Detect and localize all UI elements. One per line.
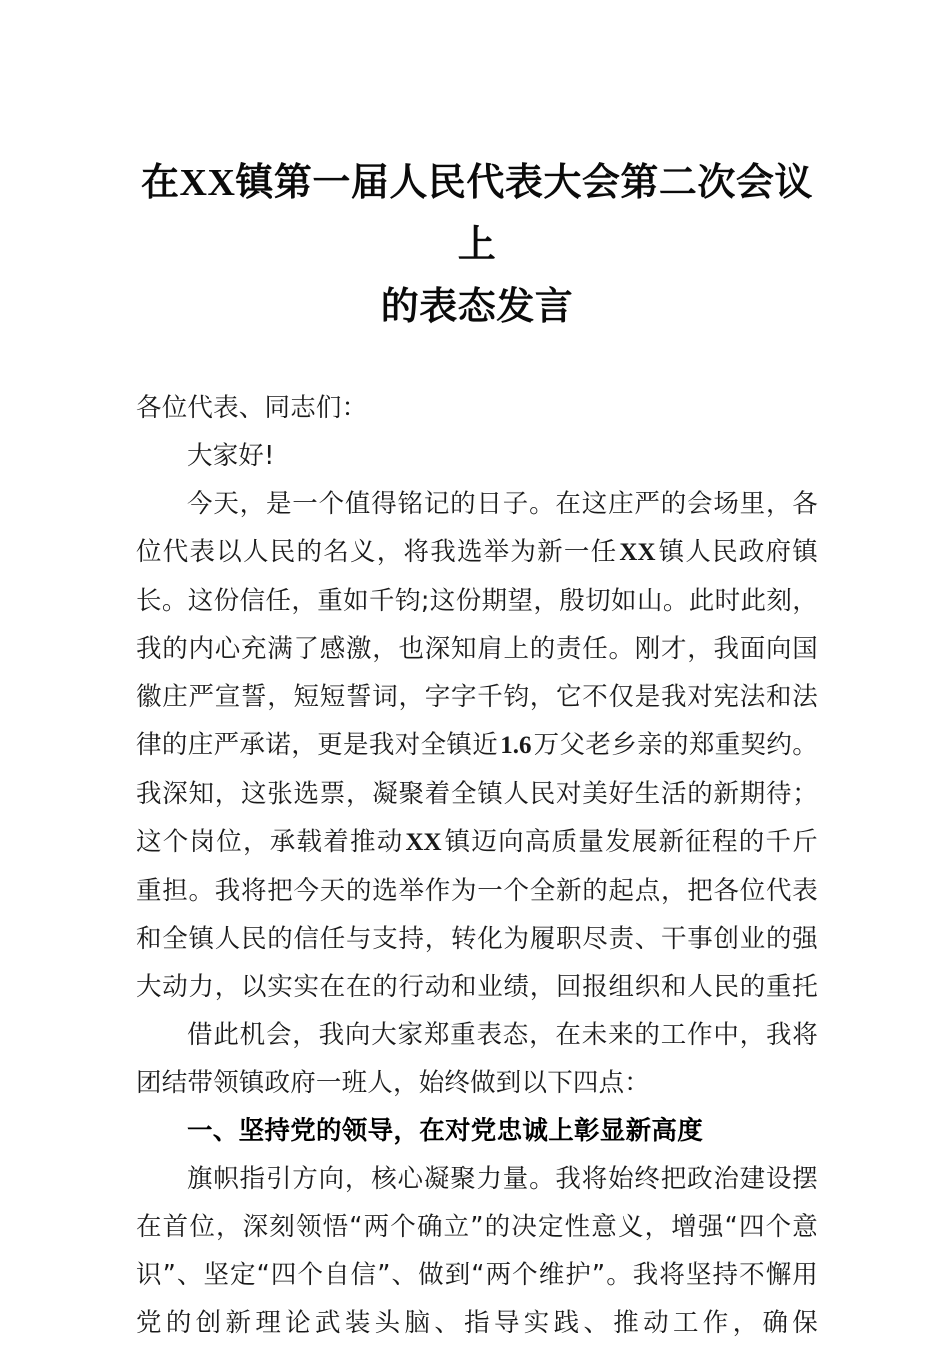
- section-body-1: 旗帜指引方向，核心凝聚力量。我将始终把政治建设摆在首位，深刻领悟“两个确立”的决定性意义，增强“四个意识”、坚定“四个自信”、做到“两个维护”。我将坚持不懈用党的创新理论武装头脑、指导实践、推动工作，确保: [136, 1164, 818, 1338]
- greeting: 大家好!: [187, 441, 275, 471]
- inline-emphasis: 1.6: [500, 732, 532, 759]
- page-title-line-1: 在XX镇第一届人民代表大会第二次会议上: [141, 162, 813, 266]
- document-body: [136, 0, 818, 1347]
- paragraph-pledge-intro: 借此机会，我向大家郑重表态，在未来的工作中，我将团结带领镇政府一班人，始终做到以下四点：: [136, 1020, 818, 1098]
- section-heading-1: 一、坚持党的领导，在对党忠诚上彰显新高度: [187, 1116, 704, 1146]
- inline-emphasis: XX: [405, 829, 442, 856]
- paragraph-opening: 今天，是一个值得铭记的日子。在这庄严的会场里，各位代表以人民的名义，将我选举为新一任XX镇人民政府镇长。这份信任，重如千钧;这份期望，殷切如山。此时此刻，我的内心充满了感激，也深知肩上的责任。刚才，我面向国徽庄严宣誓，短短誓词，字字千钧，它不仅是我对宪法和法律的庄严承诺，更是我对全镇近1.6万父老乡亲的郑重契约。我深知，这张选票，凝聚着全镇人民对美好生活的新期待；这个岗位，承载着推动XX镇迈向高质量发展新征程的千斤重担。我将把今天的选举作为一个全新的起点，把各位代表和全镇人民的信任与支持，转化为履职尽责、干事创业的强大动力，以实实在在的行动和业绩，回报组织和人民的重托: [136, 489, 819, 1002]
- page-title-line-2: 的表态发言: [380, 286, 574, 328]
- page-title: [136, 0, 818, 338]
- salutation: 各位代表、同志们：: [136, 393, 368, 423]
- inline-emphasis: XX: [619, 539, 656, 566]
